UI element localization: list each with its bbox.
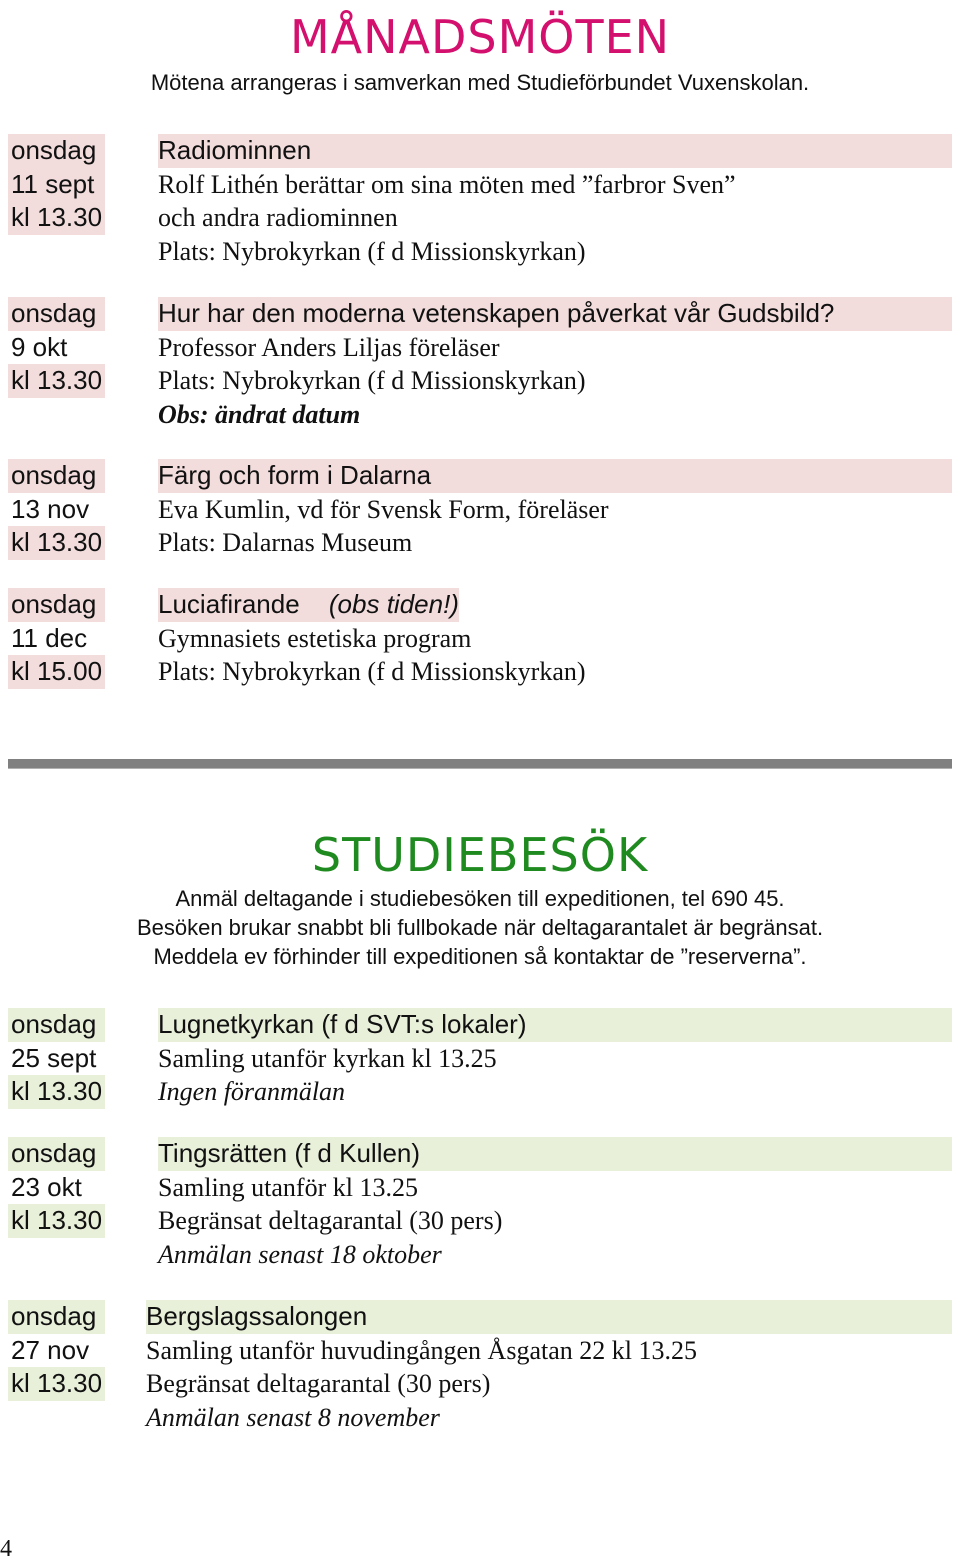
visits-intro-line: Anmäl deltagande i studiebesöken till expeditionen, tel 690 45.: [175, 886, 785, 911]
event-line: Begränsat deltagarantal (30 pers): [158, 1206, 503, 1235]
visit-event: [8, 1008, 952, 1109]
event-date-text: 13 nov: [11, 493, 90, 524]
event-line: Eva Kumlin, vd för Svensk Form, föreläser: [158, 494, 609, 524]
event-description: [158, 134, 952, 268]
event-date: [8, 459, 105, 560]
monthly-event: [8, 588, 952, 689]
event-day: onsdag: [8, 1137, 105, 1171]
visits-intro-line: Meddela ev förhinder till expeditionen så kontaktar de ”reserverna”.: [153, 944, 807, 969]
event-heading: Luciafirande: [158, 589, 300, 619]
event-heading: Tingsrätten (f d Kullen): [158, 1137, 952, 1171]
event-time: kl 15.00: [8, 655, 105, 689]
event-time: kl 13.30: [8, 1367, 105, 1401]
event-description: [158, 588, 586, 689]
event-line: Samling utanför kyrkan kl 13.25: [158, 1043, 497, 1073]
event-location: Plats: Nybrokyrkan (f d Missionskyrkan): [158, 657, 586, 686]
event-time: kl 13.30: [8, 1075, 105, 1109]
monthly-event: [8, 297, 952, 431]
event-day: onsdag: [8, 1300, 105, 1334]
event-note: Anmälan senast 18 oktober: [158, 1239, 442, 1269]
event-time: kl 13.30: [8, 1204, 105, 1238]
monthly-title: MÅNADSMÖTEN: [289, 10, 671, 64]
monthly-event: [8, 459, 952, 560]
event-day: onsdag: [8, 297, 105, 331]
event-line: Samling utanför kl 13.25: [158, 1172, 418, 1202]
event-date: [8, 1008, 105, 1109]
visits-title: STUDIEBESÖK: [311, 828, 649, 882]
event-day: onsdag: [8, 134, 105, 168]
event-heading: Radiominnen: [158, 134, 952, 168]
event-note: Anmälan senast 8 november: [146, 1402, 440, 1432]
event-line: Samling utanför huvudingången Åsgatan 22 kl 13.25: [146, 1335, 697, 1365]
event-description: [158, 1137, 952, 1271]
event-location: Plats: Dalarnas Museum: [158, 528, 413, 557]
event-date-text: 23 okt: [11, 1171, 82, 1202]
event-heading-row: [158, 588, 459, 622]
visit-event: [8, 1300, 952, 1434]
event-day: onsdag: [8, 588, 105, 622]
visits-intro-line: Besöken brukar snabbt bli fullbokade när deltagarantalet är begränsat.: [136, 915, 824, 940]
event-note: Obs: ändrat datum: [158, 399, 361, 429]
event-date: [8, 1300, 105, 1401]
event-heading: Bergslagssalongen: [146, 1300, 952, 1334]
event-heading: Lugnetkyrkan (f d SVT:s lokaler): [158, 1008, 952, 1042]
event-description: [158, 297, 952, 431]
event-location: Plats: Nybrokyrkan (f d Missionskyrkan): [158, 366, 586, 395]
event-note: Ingen föranmälan: [158, 1077, 346, 1106]
monthly-event: [8, 134, 952, 268]
event-date: [8, 588, 105, 689]
event-line: Gymnasiets estetiska program: [158, 623, 472, 653]
event-date: [8, 1137, 105, 1238]
visit-event: [8, 1137, 952, 1271]
event-date: [8, 297, 105, 398]
event-description: [158, 459, 952, 560]
event-date: [8, 134, 105, 235]
event-time: kl 13.30: [8, 201, 105, 235]
event-day: onsdag: [8, 459, 105, 493]
event-day: onsdag: [8, 1008, 105, 1042]
event-line: och andra radiominnen: [158, 203, 398, 232]
event-description: [158, 1008, 952, 1109]
section-divider: [8, 759, 952, 769]
event-time: kl 13.30: [8, 526, 105, 560]
event-line: Begränsat deltagarantal (30 pers): [146, 1369, 491, 1398]
event-date-text: 27 nov: [11, 1334, 90, 1365]
event-location: Plats: Nybrokyrkan (f d Missionskyrkan): [158, 236, 586, 266]
event-heading-note: (obs tiden!): [328, 589, 459, 619]
event-description: [146, 1300, 952, 1434]
event-time: kl 13.30: [8, 364, 105, 398]
event-date-text: 11 sept: [8, 168, 105, 202]
event-line: Rolf Lithén berättar om sina möten med ”farbror Sven”: [158, 169, 736, 199]
monthly-subtitle: Mötena arrangeras i samverkan med Studieförbundet Vuxenskolan.: [150, 70, 810, 95]
event-date-text: 11 dec: [11, 622, 88, 653]
event-heading: Färg och form i Dalarna: [158, 459, 952, 493]
event-line: Professor Anders Liljas föreläser: [158, 332, 500, 362]
event-date-text: 25 sept: [11, 1042, 97, 1073]
event-date-text: 9 okt: [11, 331, 68, 362]
page-number: 4: [0, 1536, 12, 1562]
event-heading: Hur har den moderna vetenskapen påverkat vår Gudsbild?: [158, 297, 952, 331]
